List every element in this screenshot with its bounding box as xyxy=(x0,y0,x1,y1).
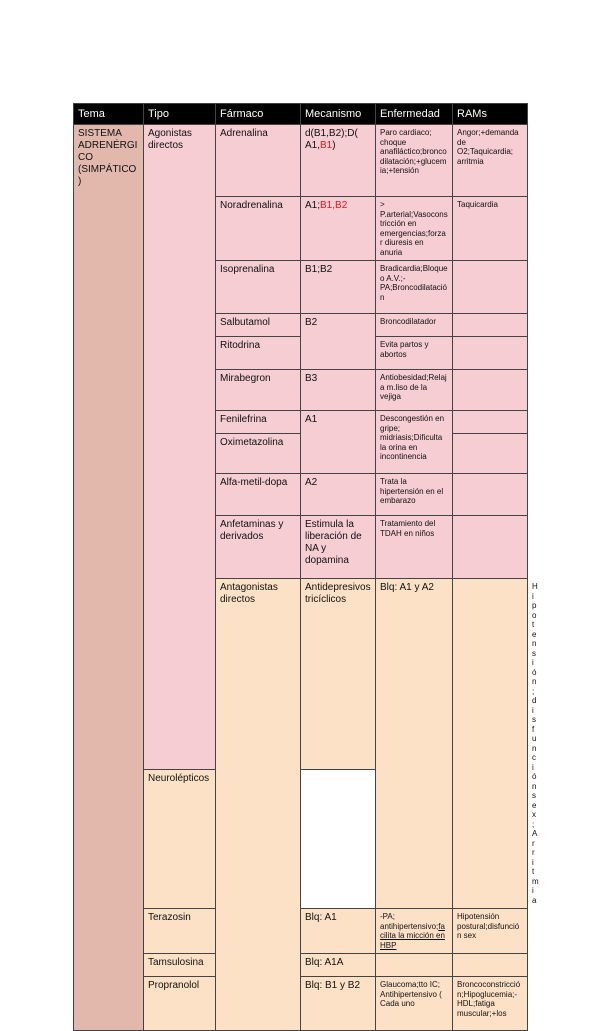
farmaco-terazosin: Terazosin xyxy=(144,909,216,954)
farmaco-salbutamol: Salbutamol xyxy=(216,314,301,337)
farmaco-antidepresivos: Antidepresivos tricíclicos xyxy=(301,579,376,770)
table-row xyxy=(74,125,528,197)
rams-adrenalina: Angor;+demanda de O2;Taquicardia; arritmia xyxy=(453,125,528,197)
farmaco-noradrenalina: Noradrenalina xyxy=(216,197,301,261)
enfermedad-adrenalina: Paro cardiaco; choque anafiláctico;broncodilatación;+glucemia;+tensión xyxy=(376,125,453,197)
rams-ritodrina xyxy=(453,337,528,370)
farmaco-tamsulosina: Tamsulosina xyxy=(144,954,216,977)
pharmacology-table xyxy=(73,103,539,1031)
mecanismo-anfetaminas: Estimula la liberación de NA y dopamina xyxy=(301,516,376,579)
rams-propranolol: Broncoconstricción;Hipoglucemia;-HDL;fatiga muscular;+los xyxy=(453,977,528,1031)
rams-isoprenalina xyxy=(453,261,528,314)
enfermedad-terazosin: -PA; antihipertensivo;facilita la micción en HBP xyxy=(376,909,453,954)
farmaco-adrenalina: Adrenalina xyxy=(216,125,301,197)
mecanismo-tamsulosina: Blq: A1A xyxy=(301,954,376,977)
rams-oximetazolina xyxy=(453,434,528,474)
farmaco-isoprenalina: Isoprenalina xyxy=(216,261,301,314)
farmaco-neurolepticos: Neurolépticos xyxy=(144,770,216,909)
farmaco-mirabegron: Mirabegron xyxy=(216,370,301,411)
mecanismo-noradrenalina: A1;B1,B2 xyxy=(301,197,376,261)
rams-salbutamol xyxy=(453,314,528,337)
table-row: Antagonistas directos Antidepresivos tricíclicos Blq: A1 y A2 Hipotensión; disfunción sex;Arritmia xyxy=(74,579,528,770)
rams-terazosin: Hipotensión postural;disfunción sex xyxy=(453,909,528,954)
rams-fenilefrina xyxy=(453,411,528,434)
header-tema: Tema xyxy=(74,104,144,125)
header-enfermedad: Enfermedad xyxy=(376,104,453,125)
enfermedad-propranolol: Glaucoma;tto IC; Antihipertensivo ( Cada uno xyxy=(376,977,453,1031)
rams-alfametildopa xyxy=(453,474,528,516)
enfermedad-isoprenalina: Bradicardia;Bloqueo A.V.;-PA;Broncodilatación xyxy=(376,261,453,314)
mecanismo-isoprenalina: B1;B2 xyxy=(301,261,376,314)
enfermedad-fenilefrina: Descongestión en gripe; midriasis;Dificulta la orina en incontinencia xyxy=(376,411,453,474)
tipo-antagonistas: Antagonistas directos xyxy=(216,579,301,1031)
enfermedad-antidepresivos xyxy=(453,579,528,909)
farmaco-oximetazolina: Oximetazolina xyxy=(216,434,301,474)
rams-mirabegron xyxy=(453,370,528,411)
farmaco-fenilefrina: Fenilefrina xyxy=(216,411,301,434)
mecanismo-salbutamol: B2 xyxy=(301,314,376,370)
rams-anfetaminas xyxy=(453,516,528,579)
farmaco-anfetaminas: Anfetaminas y derivados xyxy=(216,516,301,579)
tipo-agonistas: Agonistas directos xyxy=(144,125,216,770)
mecanismo-mirabegron: B3 xyxy=(301,370,376,411)
farmaco-ritodrina: Ritodrina xyxy=(216,337,301,370)
mecanismo-fenilefrina: A1 xyxy=(301,411,376,474)
enfermedad-mirabegron: Antiobesidad;Relaja m.liso de la vejiga xyxy=(376,370,453,411)
enfermedad-tamsulosina xyxy=(376,954,453,977)
mecanismo-adrenalina: d(B1,B2);D( A1,B1) xyxy=(301,125,376,197)
mecanismo-antidepresivos: Blq: A1 y A2 xyxy=(376,579,453,909)
mecanismo-highlight: B1,B2 xyxy=(320,200,348,211)
enfermedad-alfametildopa: Trata la hipertensión en el embarazo xyxy=(376,474,453,516)
enfermedad-ritodrina: Evita partos y abortos xyxy=(376,337,453,370)
header-rams: RAMs xyxy=(453,104,528,125)
mecanismo-alfametildopa: A2 xyxy=(301,474,376,516)
rams-tamsulosina xyxy=(453,954,528,977)
header-mecanismo: Mecanismo xyxy=(301,104,376,125)
tema-cell: SISTEMA ADRENÉRGICO (SIMPÁTICO) xyxy=(74,125,144,1031)
enfermedad-anfetaminas: Tratamiento del TDAH en niños xyxy=(376,516,453,579)
mecanismo-propranolol: Blq: B1 y B2 xyxy=(301,977,376,1031)
farmaco-alfametildopa: Alfa-metil-dopa xyxy=(216,474,301,516)
rams-noradrenalina: Taquicardia xyxy=(453,197,528,261)
header-tipo: Tipo xyxy=(144,104,216,125)
header-row xyxy=(74,104,528,125)
mecanismo-highlight: B1 xyxy=(320,140,333,151)
enfermedad-noradrenalina: > P.arterial;Vasoconstricción en emergencias;forzar diuresis en anuria xyxy=(376,197,453,261)
header-farmaco: Fármaco xyxy=(216,104,301,125)
farmaco-propranolol: Propranolol xyxy=(144,977,216,1031)
enfermedad-salbutamol: Broncodilatador xyxy=(376,314,453,337)
mecanismo-terazosin: Blq: A1 xyxy=(301,909,376,954)
